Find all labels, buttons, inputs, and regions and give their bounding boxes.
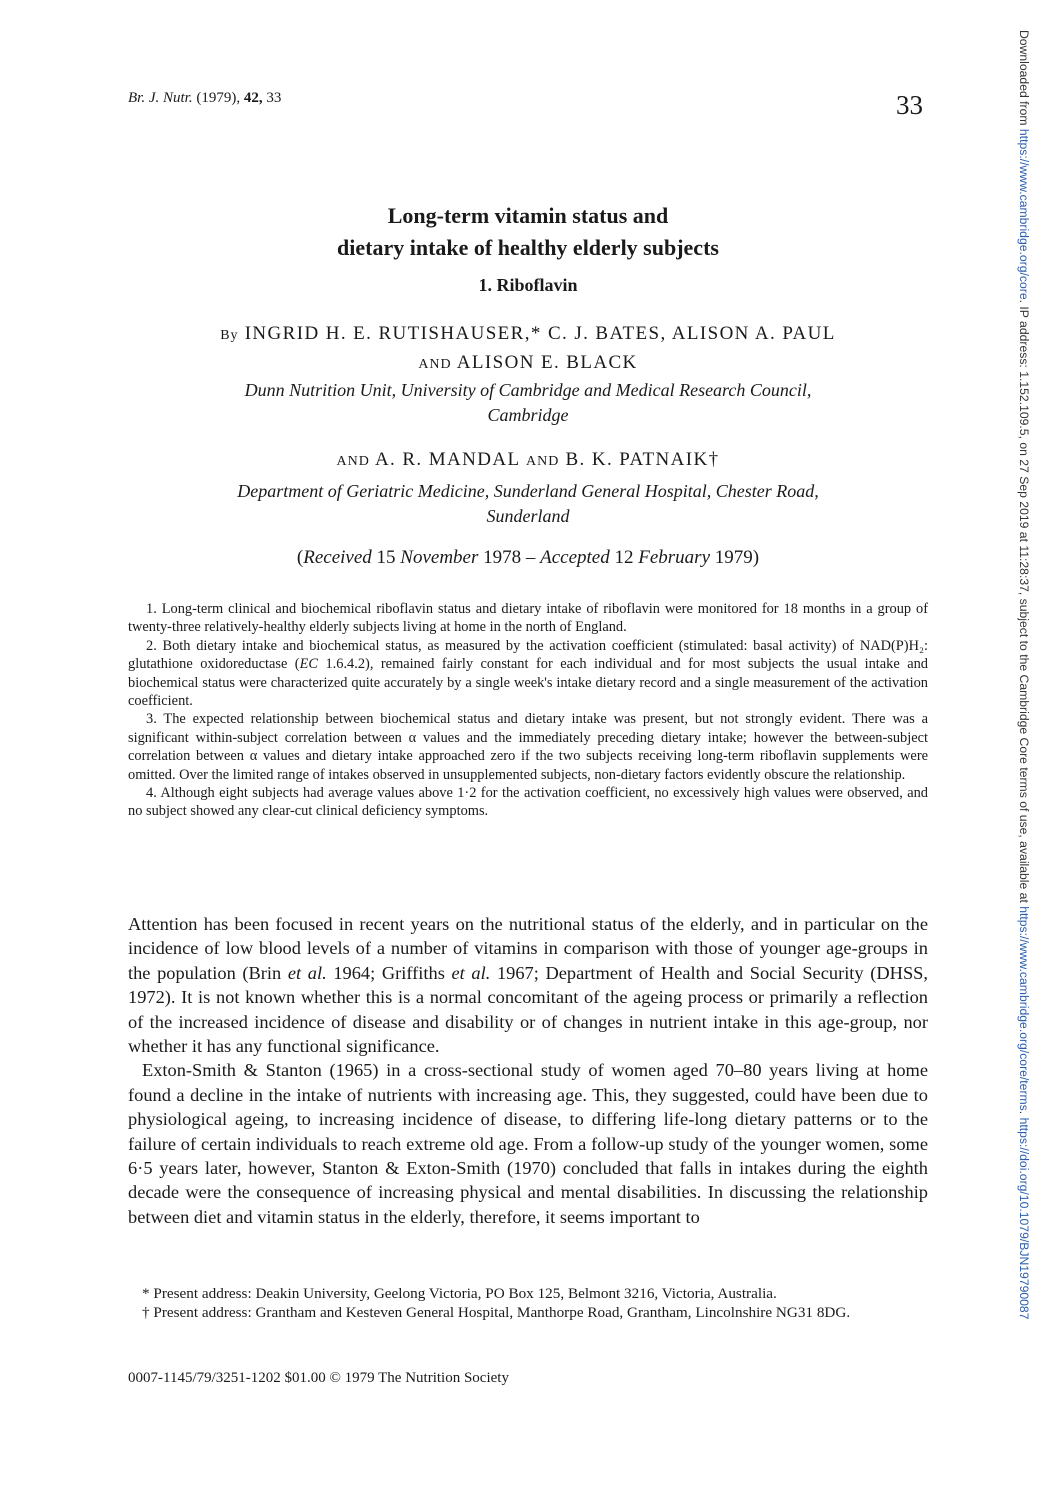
accepted-date: 12	[614, 547, 634, 568]
affiliation-2-line-1: Department of Geriatric Medicine, Sunderland General Hospital, Chester Road,	[237, 481, 819, 501]
footnote-1: * Present address: Deakin University, Geelong Victoria, PO Box 125, Belmont 3216, Victoria, Australia.	[142, 1285, 777, 1302]
received-year: 1978 –	[483, 547, 536, 568]
received-date: 15	[376, 547, 396, 568]
footnotes	[128, 1285, 928, 1322]
abstract-point-4: 4. Although eight subjects had average values above 1·2 for the activation coefficient, no excessively high values were observed, and no subject showed any clear-cut clinical deficiency symptoms.	[128, 785, 928, 820]
abstract-point-2-a: 2. Both dietary intake and biochemical status, as measured by the activation coefficient (stimulated: basal activity) of NAD(P)H₂: glutathione oxidoreductase (	[128, 637, 928, 673]
abstract-point-3: 3. The expected relationship between biochemical status and dietary intake was present, but not strongly evident. There was a significant within-subject correlation between α values and the immediately preceding dietary intake; however the between-subject correlation between α values and dietary intake approached zero if the two subjects receiving long-term riboflavin supplements were omitted. Over the limited range of intakes observed in unsupplemented subjects, non-dietary factors evidently obscure the relationship.	[128, 711, 928, 783]
author-line-1	[128, 320, 928, 349]
affiliation-2-line-2: Sunderland	[486, 506, 570, 526]
and-label-3: AND	[525, 454, 560, 469]
footnote-2: † Present address: Grantham and Kesteven General Hospital, Manthorpe Road, Grantham, Lincolnshire NG31 8DG.	[142, 1303, 851, 1321]
article-title	[128, 200, 928, 264]
affiliation-1	[128, 378, 928, 428]
article-subtitle: 1. Riboflavin	[478, 275, 578, 295]
author-list-1	[128, 320, 928, 378]
download-mid: . IP address: 1.152.109.5, on 27 Sep 2019 at 11:28:37, subject to the Cambridge Core terms of use, available at	[1017, 299, 1031, 907]
abstract-point-2	[128, 637, 928, 711]
abstract	[128, 600, 928, 821]
received-dates	[128, 547, 928, 569]
journal-first-page: 33	[266, 90, 282, 106]
author-list-2	[128, 449, 928, 471]
download-notice	[1017, 30, 1031, 1319]
body-paragraph-2: Exton-Smith & Stanton (1965) in a cross-sectional study of women aged 70–80 years living at home found a decline in the intake of nutrients with increasing age. This, they suggested, could have been due to physiological ageing, to increasing incidence of disease, to differing life-long dietary patterns or to the failure of certain individuals to reach extreme old age. From a follow-up study of the younger women, some 6·5 years later, however, Stanton & Exton-Smith (1970) concluded that falls in intakes during the eighth decade were the consequence of increasing physical and mental disabilities. In discussing the relationship between diet and vitamin status in the elderly, therefore, it seems important to	[128, 1060, 928, 1227]
copyright-line: 0007-1145/79/3251-1202 $01.00 © 1979 The Nutrition Society	[128, 1370, 509, 1386]
download-sep: .	[1017, 1110, 1031, 1118]
body-p1-a: Attention has been focused in recent years on the nutritional status of the elderly, and in particular on the incidence of low blood levels of a number of vitamins in comparison with those of younger age-groups in the population (Brin	[128, 914, 928, 983]
body-p1-b: 1964; Griffiths	[326, 962, 452, 983]
accepted-label: Accepted	[540, 547, 610, 568]
abstract-point-1: 1. Long-term clinical and biochemical riboflavin status and dietary intake of riboflavin were monitored for 18 months in a group of twenty-three relatively-healthy elderly subjects living at home in the north of England.	[128, 601, 928, 636]
journal-citation	[128, 90, 281, 107]
abstract-point-2-b: 1.6.4.2), remained fairly constant for each individual and for most subjects the usual intake and biochemical status were characterized quite accurately by a single week's intake dietary record and a single measurement of the activation coefficient.	[128, 656, 928, 710]
body-paragraph-1	[128, 912, 928, 1058]
by-label: By	[220, 328, 239, 343]
body-text	[128, 912, 928, 1229]
body-p1-c: 1967; Department of Health and Social Security (DHSS, 1972). It is not known whether this is a normal concomitant of the ageing process or primarily a reflection of the increased incidence of disease and disability or of changes in nutrient intake in this age-group, nor whether it has any functional significance.	[128, 962, 928, 1057]
journal-year: (1979),	[196, 90, 241, 106]
affiliation-1-line-1: Dunn Nutrition Unit, University of Cambridge and Medical Research Council,	[244, 380, 812, 400]
author-mandal: A. R. MANDAL	[374, 449, 520, 470]
affiliation-1-line-2: Cambridge	[487, 405, 569, 425]
and-label-2: AND	[336, 454, 370, 469]
doi-link[interactable]: https://doi.org/10.1079/BJN19790087	[1017, 1117, 1031, 1320]
accepted-year: 1979)	[714, 547, 760, 568]
title-line-2: dietary intake of healthy elderly subjects	[337, 235, 719, 260]
received-open: (	[296, 547, 304, 568]
journal-name: Br. J. Nutr.	[128, 90, 193, 106]
terms-link[interactable]: https://www.cambridge.org/core/terms	[1017, 906, 1031, 1111]
author-line-2	[128, 349, 928, 378]
accepted-month: February	[638, 547, 711, 568]
author-names-2: ALISON E. BLACK	[456, 352, 638, 373]
download-prefix: Downloaded from	[1017, 30, 1031, 129]
author-patnaik: B. K. PATNAIK†	[565, 449, 720, 470]
journal-volume: 42,	[243, 90, 263, 106]
author-names-1: INGRID H. E. RUTISHAUSER,* C. J. BATES, ALISON A. PAUL	[244, 323, 836, 344]
title-line-1: Long-term vitamin status and	[387, 203, 669, 228]
abstract-ec-label: EC	[299, 656, 318, 673]
body-p1-etal-2: et al.	[451, 962, 491, 983]
and-label: AND	[418, 357, 452, 372]
body-p1-etal-1: et al.	[287, 962, 327, 983]
received-label: Received	[303, 547, 372, 568]
affiliation-2	[128, 479, 928, 529]
cambridge-core-link[interactable]: https://www.cambridge.org/core	[1017, 128, 1031, 300]
page-number: 33	[896, 90, 923, 120]
received-month: November	[400, 547, 479, 568]
